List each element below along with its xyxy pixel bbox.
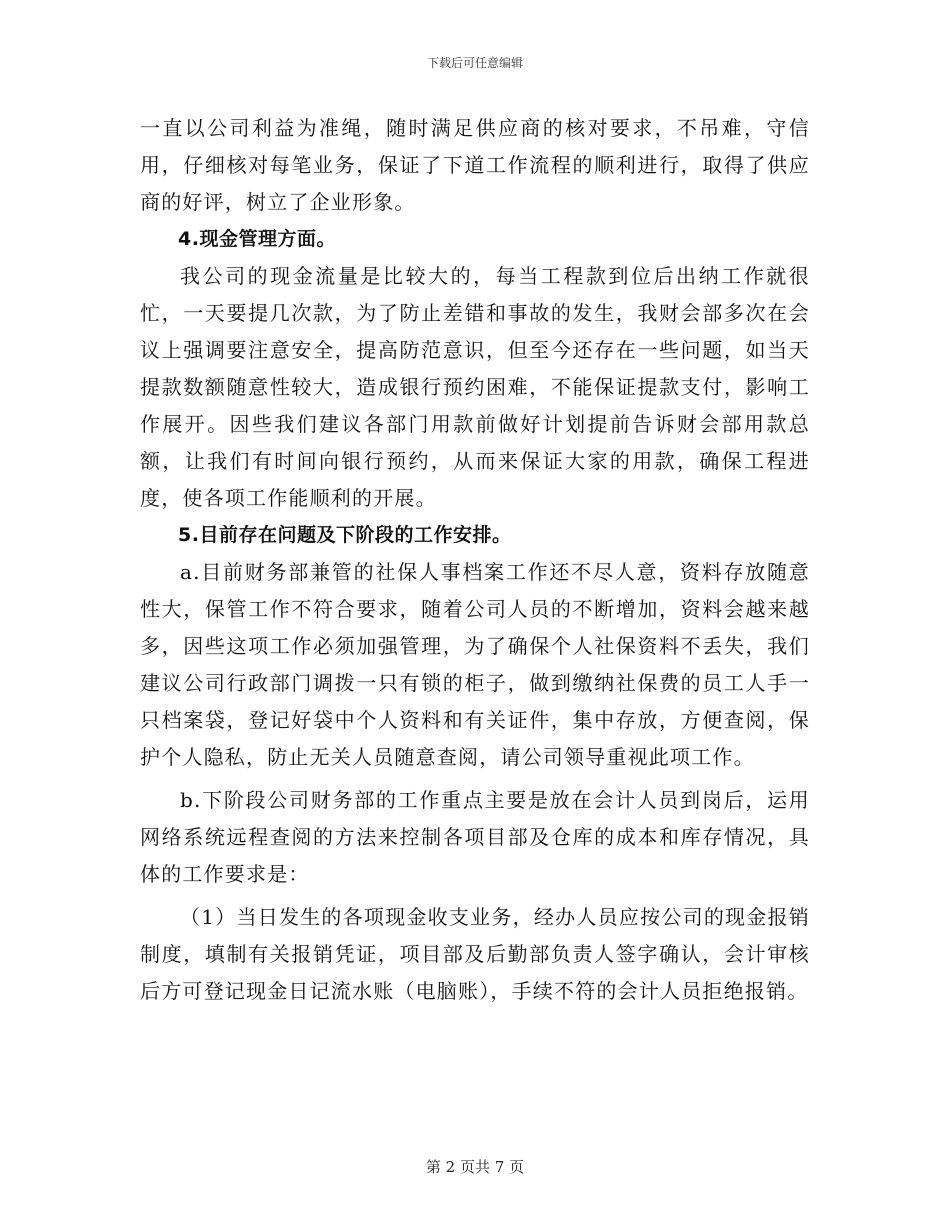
paragraph-item-a: a.目前财务部兼管的社保人事档案工作还不尽人意，资料存放随意性大，保管工作不符合要求，随着公司人员的不断增加，资料会越来越多，因些这项工作必须加强管理，为了确保个人社保资料不丢失，我们建议公司行政部门调拨一只有锁的柜子，做到缴纳社保费的员工人手一只档案袋，登记好袋中个人资料和有关证件，集中存放，方便查阅，保护个人隐私，防止无关人员随意查阅，请公司领导重视此项工作。 — [140, 560, 810, 769]
paragraph-supplier-relations: 一直以公司利益为准绳，随时满足供应商的核对要求，不吊难，守信用，仔细核对每笔业务，保证了下道工作流程的顺利进行，取得了供应商的好评，树立了企业形象。 — [140, 116, 810, 214]
header-note: 下载后可任意编辑 — [426, 56, 523, 70]
paragraph-cash-management: 我公司的现金流量是比较大的，每当工程款到位后出纳工作就很忙，一天要提几次款，为了防止差错和事故的发生，我财会部多次在会议上强调要注意安全，提高防范意识，但至今还存在一些问题，如当天提款数额随意性较大，造成银行预约困难，不能保证提款支付，影响工作展开。因些我们建议各部门用款前做好计划提前告诉财会部用款总额，让我们有时间向银行预约，从而来保证大家的用款，确保工程进度，使各项工作能顺利的开展。 — [140, 264, 810, 510]
paragraph-item-b: b.下阶段公司财务部的工作重点主要是放在会计人员到岗后，运用网络系统远程查阅的方法来控制各项目部及仓库的成本和库存情况，具体的工作要求是： — [140, 788, 810, 886]
page-number: 第 2 页共 7 页 — [425, 1158, 525, 1176]
section-heading-problems-and-plan: 5.目前存在问题及下阶段的工作安排。 — [178, 524, 512, 546]
paragraph-item-1: （1）当日发生的各项现金收支业务，经办人员应按公司的现金报销制度，填制有关报销凭证，项目部及后勤部负责人签字确认，会计审核后方可登记现金日记流水账（电脑账），手续不符的会计人员拒绝报销。 — [140, 905, 810, 1003]
document-body — [140, 110, 810, 1010]
section-heading-cash-management: 4.现金管理方面。 — [178, 228, 336, 250]
